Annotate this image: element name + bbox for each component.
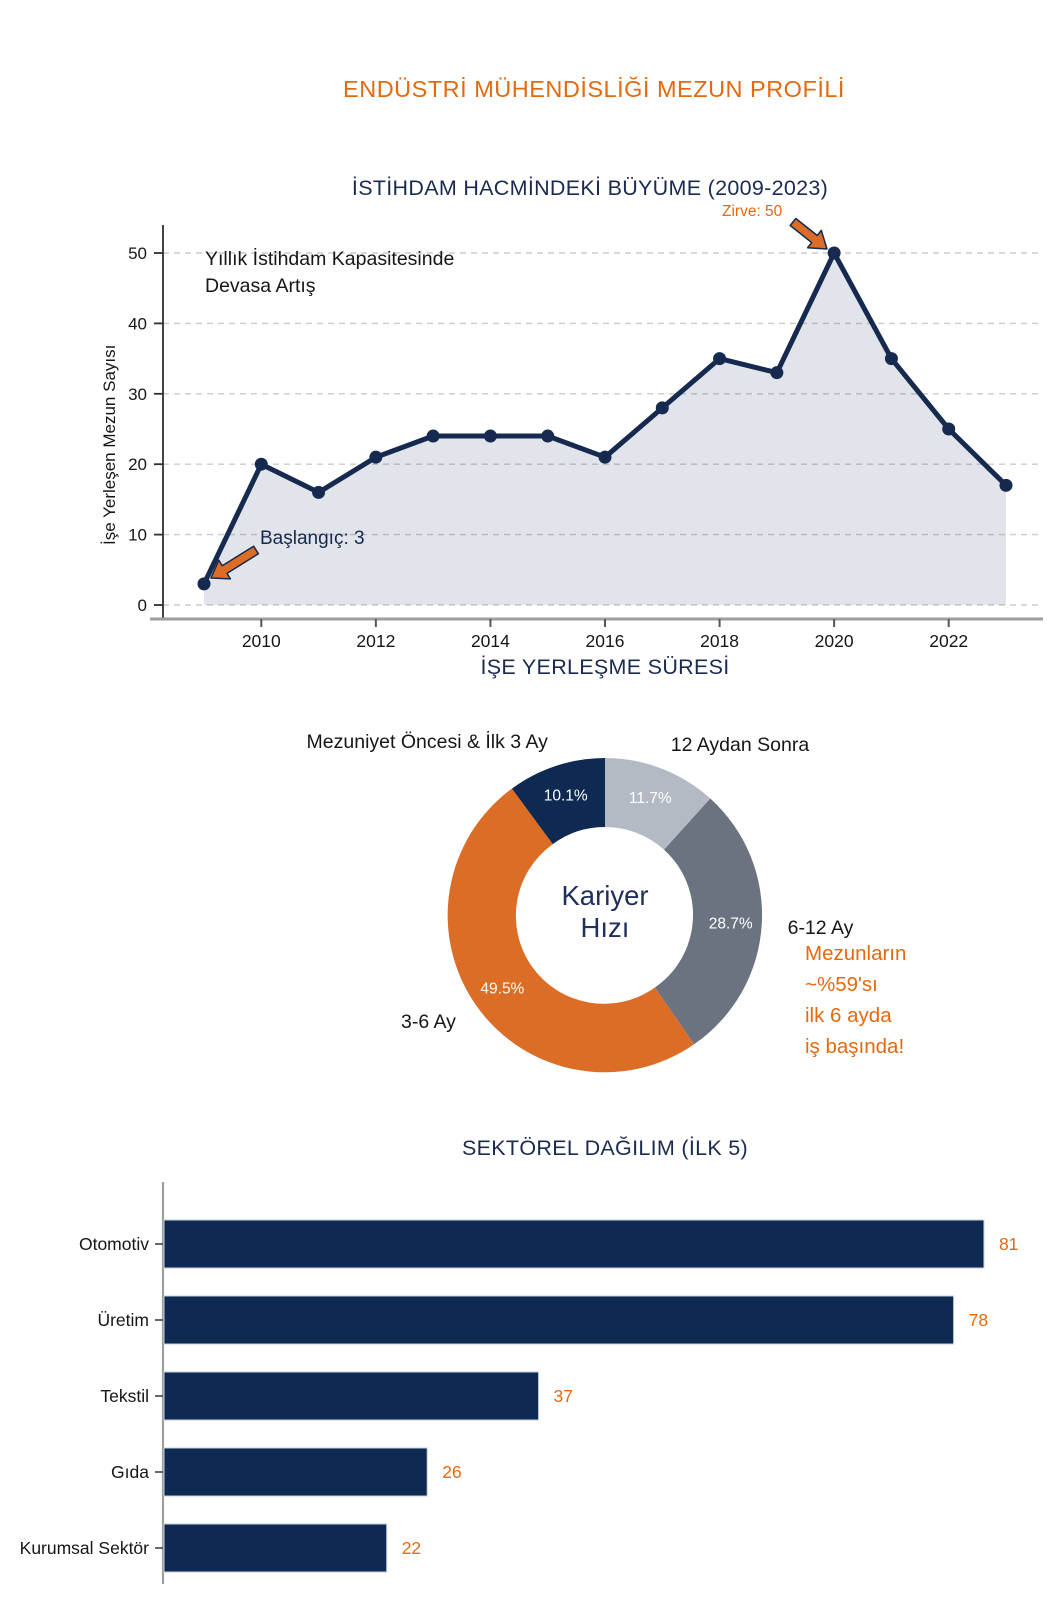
- growth-note: [205, 246, 454, 300]
- x-tick-label: 2012: [356, 631, 396, 651]
- donut-annotation-line-2: ~%59'sı: [805, 973, 878, 996]
- data-point: [598, 451, 611, 464]
- bar-chart-title: SEKTÖREL DAĞILIM (İLK 5): [462, 1136, 748, 1160]
- y-tick-label: 50: [128, 243, 147, 263]
- donut-outer-label: Mezuniyet Öncesi & İlk 3 Ay: [306, 730, 548, 753]
- bar-category-label: Kurumsal Sektör: [19, 1538, 149, 1559]
- start-annotation: Başlangıç: 3: [260, 528, 365, 549]
- bar: [164, 1524, 387, 1572]
- donut-chart-title: İŞE YERLEŞME SÜRESİ: [480, 655, 730, 679]
- y-tick-label: 0: [137, 595, 147, 615]
- bar-category-label: Üretim: [97, 1310, 149, 1331]
- donut-percent-label: 10.1%: [543, 787, 588, 805]
- data-point: [255, 458, 268, 471]
- data-point: [484, 430, 497, 443]
- data-point: [369, 451, 382, 464]
- donut-outer-label: 3-6 Ay: [401, 1010, 456, 1033]
- donut-percent-label: 49.5%: [480, 980, 525, 998]
- data-point: [885, 352, 898, 365]
- bar-category-label: Gıda: [111, 1462, 149, 1483]
- data-point: [828, 247, 841, 260]
- donut-annotation-line-3: ilk 6 ayda: [805, 1004, 892, 1027]
- donut-annotation-line-4: iş başında!: [805, 1035, 905, 1058]
- peak-arrow: [790, 219, 827, 250]
- bar-category-label: Otomotiv: [78, 1234, 149, 1255]
- area-fill: [204, 253, 1006, 605]
- bar: [164, 1296, 954, 1344]
- growth-note-line-2: Devasa Artış: [205, 275, 316, 297]
- data-point: [541, 430, 554, 443]
- data-point: [942, 423, 955, 436]
- x-tick-label: 2022: [929, 631, 969, 651]
- peak-annotation: Zirve: 50: [722, 203, 783, 220]
- data-point: [713, 352, 726, 365]
- donut-outer-label: 12 Aydan Sonra: [670, 734, 810, 757]
- y-tick-label: 20: [128, 455, 147, 475]
- y-tick-label: 10: [128, 525, 147, 545]
- donut-center-label: Hızı: [580, 912, 630, 943]
- bar-value-label: 81: [998, 1234, 1019, 1255]
- sector-bar-chart: [0, 1170, 1056, 1600]
- data-point: [770, 366, 783, 379]
- y-tick-label: 30: [128, 384, 147, 404]
- bar-value-label: 26: [442, 1462, 462, 1483]
- data-point: [427, 430, 440, 443]
- growth-note-line-1: Yıllık İstihdam Kapasitesinde: [205, 248, 455, 270]
- donut-outer-label: 6-12 Ay: [787, 916, 854, 939]
- bar-category-label: Tekstil: [100, 1386, 149, 1407]
- bar-value-label: 37: [553, 1386, 574, 1407]
- x-tick-label: 2016: [585, 631, 625, 651]
- data-point: [656, 401, 669, 414]
- x-tick-label: 2010: [241, 631, 281, 651]
- bar: [164, 1448, 427, 1496]
- data-point: [312, 486, 325, 499]
- donut-annotation: [805, 938, 906, 1062]
- x-tick-label: 2020: [814, 631, 854, 651]
- donut-percent-label: 11.7%: [628, 789, 672, 807]
- bar: [164, 1372, 539, 1420]
- donut-annotation-line-1: Mezunların: [805, 942, 907, 965]
- bar-value-label: 78: [968, 1310, 989, 1331]
- page-title: ENDÜSTRİ MÜHENDİSLİĞİ MEZUN PROFİLİ: [343, 76, 845, 102]
- data-point: [198, 577, 211, 590]
- x-tick-label: 2014: [470, 631, 510, 651]
- y-tick-label: 40: [128, 314, 147, 334]
- data-point: [999, 479, 1012, 492]
- growth-chart-title: İSTİHDAM HACMİNDEKİ BÜYÜME (2009-2023): [351, 176, 829, 200]
- donut-percent-label: 28.7%: [708, 915, 753, 933]
- bar-value-label: 22: [401, 1538, 422, 1559]
- donut-center-label: Kariyer: [561, 880, 649, 911]
- growth-line-chart: [0, 200, 1056, 670]
- x-tick-label: 2018: [700, 631, 740, 651]
- bar: [164, 1220, 984, 1268]
- growth-y-axis-label: İşe Yerleşen Mezun Sayısı: [100, 344, 119, 545]
